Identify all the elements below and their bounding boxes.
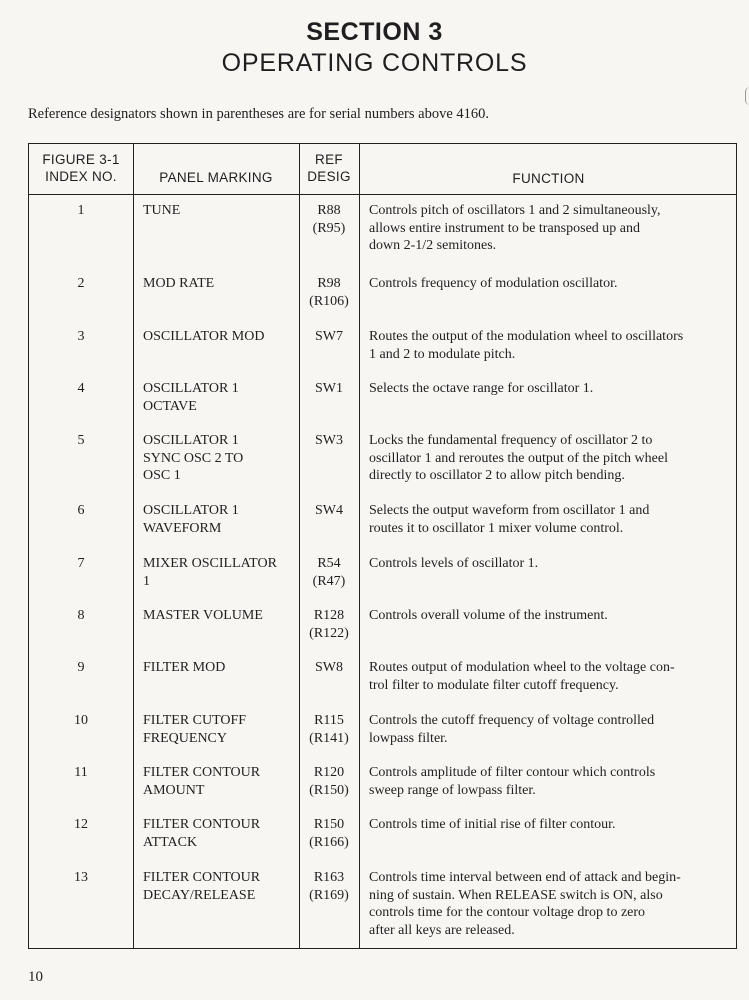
panel-marking-cell-line: FILTER CONTOUR [143,817,261,832]
index-cell: 3 [77,329,85,344]
function-cell [369,607,733,625]
reference-note: Reference designators shown in parentheses are for serial numbers above 4160. [28,106,490,122]
ref-desig-cell [299,555,359,590]
panel-marking-cell [143,328,305,346]
function-cell-line: trol filter to modulate filter cutoff frequency. [369,677,619,693]
panel-marking-cell [143,869,305,904]
function-cell [369,659,733,694]
col-header-index-line: INDEX NO. [45,169,117,184]
col-header-ref-line: REF [315,152,343,167]
panel-marking-cell-line: OSCILLATOR 1 [143,433,239,448]
panel-marking-cell [143,764,305,799]
ref-desig-cell [299,869,359,904]
panel-marking-cell-line: MOD RATE [143,276,215,291]
panel-marking-cell [143,659,305,677]
panel-marking-cell-line: ATTACK [143,834,198,850]
ref-desig-cell-line: SW4 [315,503,343,518]
panel-marking-cell-line: OSC 1 [143,468,181,483]
ref-desig-cell-line: R115 [314,713,344,728]
ref-desig-cell-line: (R95) [312,220,346,236]
function-cell-line: down 2-1/2 semitones. [369,238,497,253]
ref-desig-cell-line: (R141) [309,730,349,746]
panel-marking-cell-line: SYNC OSC 2 TO [143,450,244,466]
ref-desig-cell-line: (R150) [309,782,349,798]
index-cell: 2 [77,276,85,291]
function-cell [369,555,733,573]
function-cell-line: Controls levels of oscillator 1. [369,556,539,571]
function-cell [369,712,733,747]
ref-desig-cell-line: R150 [313,817,345,832]
panel-marking-cell [143,380,305,415]
ref-desig-cell-line: R128 [313,608,345,623]
ref-desig-cell-line: R88 [317,203,341,218]
function-cell-line: Selects the octave range for oscillator 1. [369,381,594,396]
panel-marking-cell-line: OSCILLATOR 1 [143,503,239,518]
function-cell [369,202,733,255]
function-cell-line: routes it to oscillator 1 mixer volume control. [369,520,624,536]
panel-marking-cell-line: FILTER CUTOFF [143,713,247,728]
index-cell: 5 [77,433,85,448]
ref-desig-cell [299,380,359,398]
ref-desig-cell-line: R120 [313,765,345,780]
index-cell: 7 [77,556,85,571]
index-cell: 10 [74,713,88,728]
index-cell: 8 [77,608,85,623]
function-cell [369,380,733,398]
header-divider [29,194,736,195]
function-cell-line: Controls pitch of oscillators 1 and 2 simultaneously, [369,203,661,218]
function-cell-line: Locks the fundamental frequency of oscillator 2 to [369,433,653,448]
section-title: SECTION 3 [306,18,443,46]
ref-desig-cell-line: (R169) [309,887,349,903]
ref-desig-cell-line: (R166) [309,834,349,850]
ref-desig-cell [299,764,359,799]
ref-desig-cell-line: SW3 [315,433,343,448]
index-cell: 11 [74,765,88,780]
index-cell: 1 [77,203,85,218]
col-header-function: FUNCTION [512,171,585,186]
ref-desig-cell-line: SW7 [315,329,343,344]
function-cell [369,328,733,363]
function-cell [369,275,733,293]
panel-marking-cell-line: FILTER MOD [143,660,226,675]
function-cell-line: Controls the cutoff frequency of voltage controlled [369,713,655,728]
panel-marking-cell [143,607,305,625]
ref-desig-cell-line: R54 [317,556,341,571]
panel-marking-cell [143,816,305,851]
index-cell: 6 [77,503,85,518]
function-cell-line: Controls overall volume of the instrument. [369,608,608,623]
panel-marking-cell-line: FREQUENCY [143,730,228,746]
function-cell-line: Routes output of modulation wheel to the voltage con- [369,660,675,675]
page-edge-mark [745,87,749,105]
ref-desig-cell-line: (R47) [312,573,346,589]
function-cell-line: Controls time of initial rise of filter contour. [369,817,616,832]
function-cell-line: oscillator 1 and reroutes the output of the pitch wheel [369,450,668,466]
panel-marking-cell [143,275,305,293]
ref-desig-cell-line: (R106) [309,293,349,309]
col-header-ref-line: DESIG [307,169,351,184]
index-cell: 12 [74,817,88,832]
panel-marking-cell [143,555,305,590]
panel-marking-cell-line: 1 [143,573,150,589]
function-cell-line: Controls frequency of modulation oscillator. [369,276,618,291]
col-header-index [29,151,133,185]
panel-marking-cell-line: WAVEFORM [143,520,222,536]
panel-marking-cell-line: MIXER OSCILLATOR [143,556,277,571]
function-cell-line: allows entire instrument to be transposed up and [369,220,640,236]
panel-marking-cell-line: MASTER VOLUME [143,608,263,623]
function-cell-line: sweep range of lowpass filter. [369,782,536,798]
panel-marking-cell-line: DECAY/RELEASE [143,887,256,903]
ref-desig-cell [299,275,359,310]
ref-desig-cell [299,659,359,677]
function-cell-line: after all keys are released. [369,922,515,938]
ref-desig-cell-line: SW8 [315,660,343,675]
function-cell-line: ning of sustain. When RELEASE switch is ON, also [369,887,663,903]
index-cell: 13 [74,870,88,885]
function-cell-line: Controls time interval between end of attack and begin- [369,870,681,885]
ref-desig-cell-line: SW1 [315,381,343,396]
panel-marking-cell-line: OCTAVE [143,398,197,414]
ref-desig-cell [299,816,359,851]
function-cell-line: Controls amplitude of filter contour which controls [369,765,656,780]
panel-marking-cell-line: TUNE [143,203,181,218]
col-header-ref [299,151,359,185]
col-header-panel: PANEL MARKING [159,170,273,185]
column-divider [359,144,360,948]
ref-desig-cell-line: R163 [313,870,345,885]
function-cell [369,764,733,799]
col-header-index-line: FIGURE 3-1 [42,152,120,167]
panel-marking-cell [143,712,305,747]
column-divider [133,144,134,948]
panel-marking-cell-line: AMOUNT [143,782,205,798]
page-number: 10 [28,969,43,985]
panel-marking-cell-line: FILTER CONTOUR [143,765,261,780]
function-cell-line: Routes the output of the modulation wheel to oscillators [369,329,684,344]
function-cell [369,502,733,537]
function-cell-line: directly to oscillator 2 to allow pitch bending. [369,468,625,483]
panel-marking-cell [143,502,305,537]
index-cell: 4 [77,381,85,396]
ref-desig-cell [299,502,359,520]
function-cell-line: controls time for the contour voltage drop to zero [369,905,646,920]
ref-desig-cell [299,432,359,450]
panel-marking-cell-line: OSCILLATOR 1 [143,381,239,396]
function-cell-line: lowpass filter. [369,730,448,746]
panel-marking-cell-line: OSCILLATOR MOD [143,329,265,344]
section-subtitle: OPERATING CONTROLS [221,49,528,77]
operating-controls-table [28,143,737,949]
panel-marking-cell-line: FILTER CONTOUR [143,870,261,885]
ref-desig-cell-line: R98 [317,276,341,291]
ref-desig-cell [299,202,359,237]
panel-marking-cell [143,202,305,220]
function-cell-line: Selects the output waveform from oscillator 1 and [369,503,650,518]
function-cell [369,869,733,939]
function-cell [369,816,733,834]
panel-marking-cell [143,432,305,485]
ref-desig-cell [299,328,359,346]
function-cell [369,432,733,485]
function-cell-line: 1 and 2 to modulate pitch. [369,346,516,362]
ref-desig-cell-line: (R122) [309,625,349,641]
ref-desig-cell [299,607,359,642]
index-cell: 9 [77,660,85,675]
ref-desig-cell [299,712,359,747]
